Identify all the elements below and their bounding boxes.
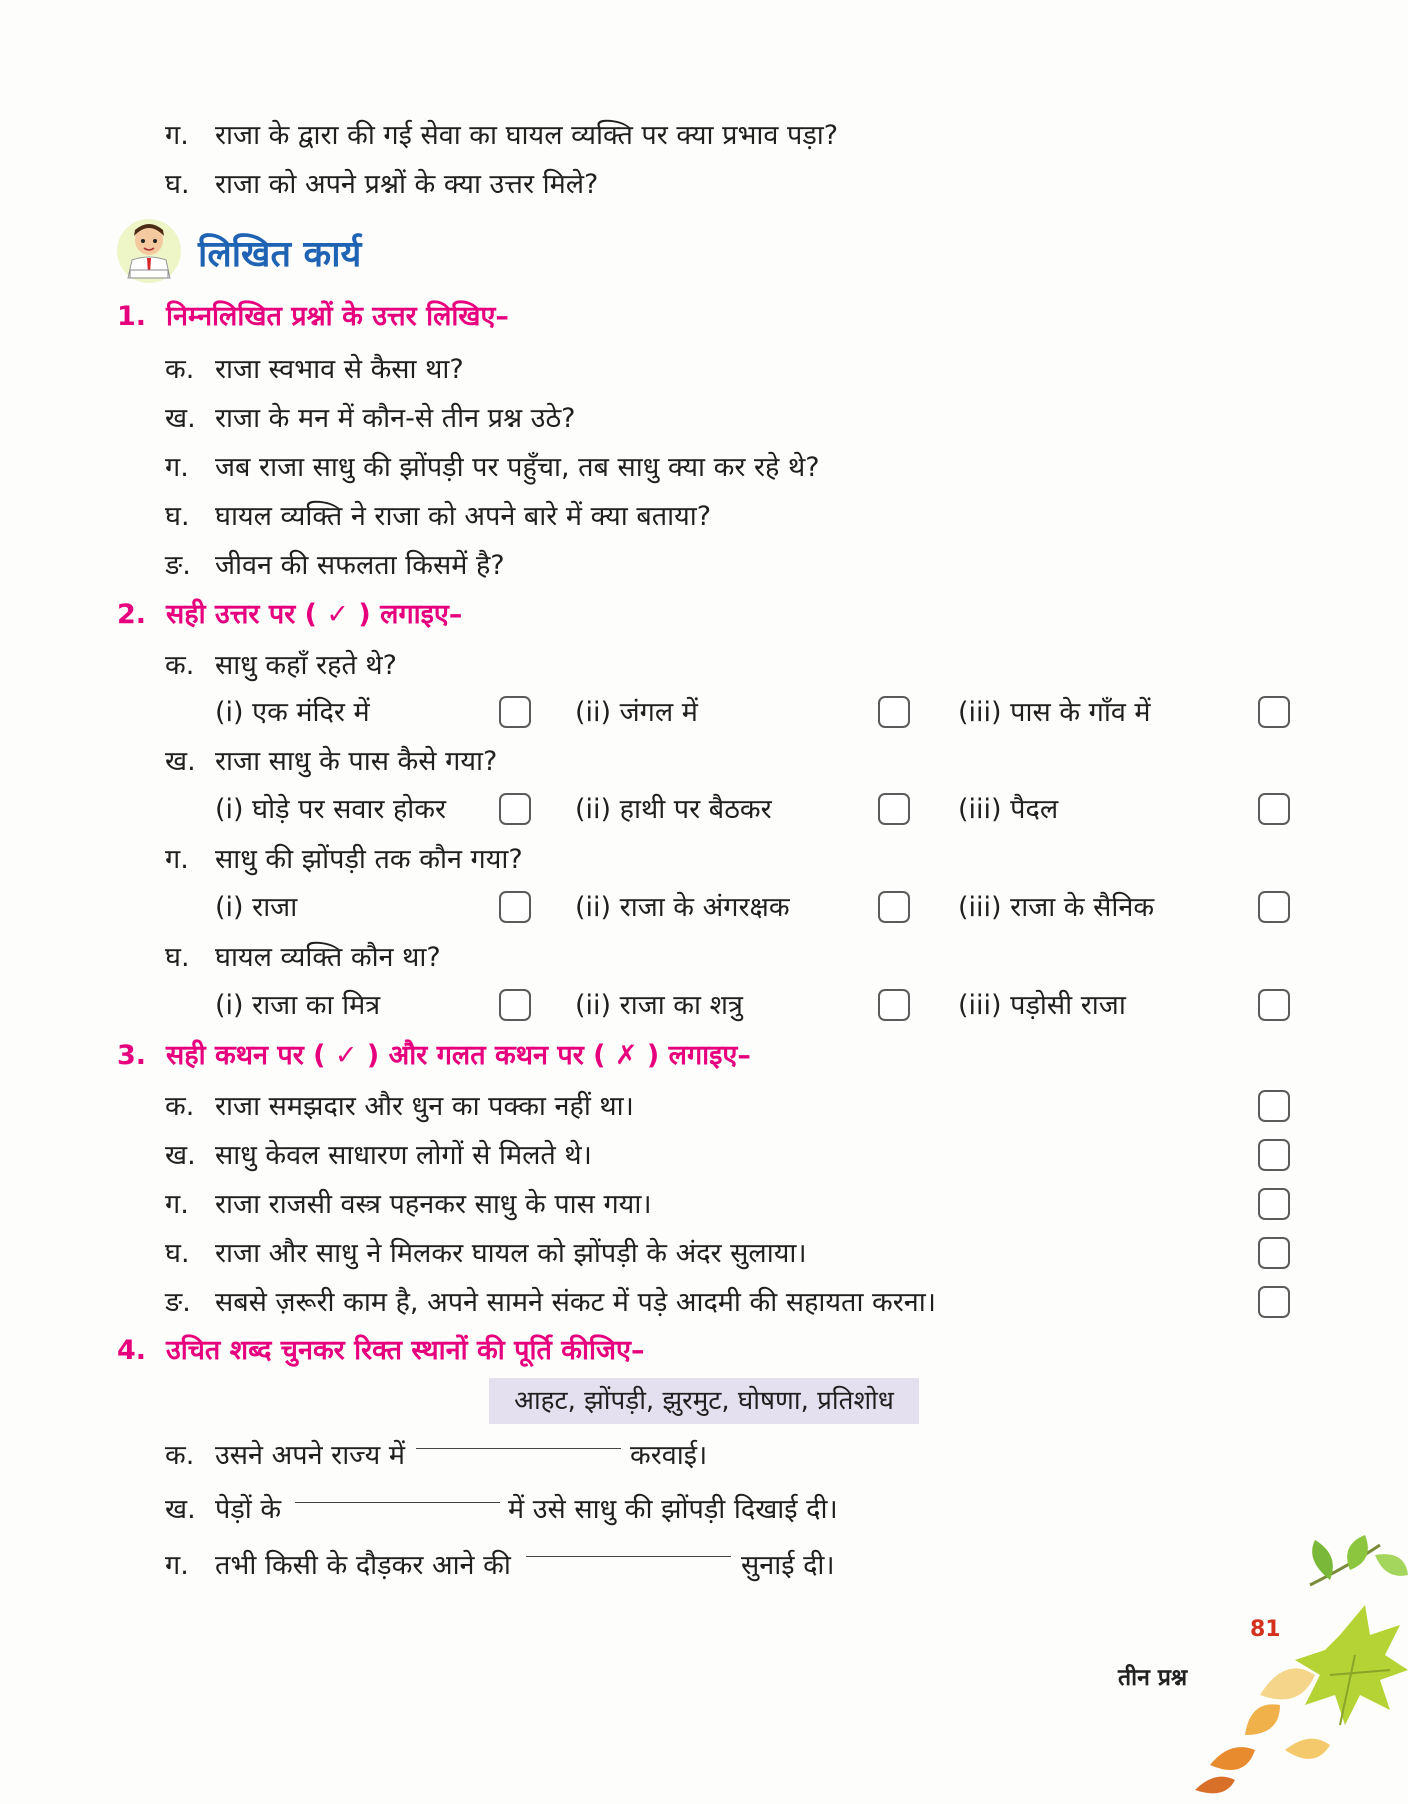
option-label: (i) एक मंदिर में [215, 697, 370, 728]
item-label: ग. [165, 452, 189, 483]
item-label: ग. [165, 120, 189, 151]
item-label: ङ. [165, 1287, 191, 1318]
item-label: क. [165, 1091, 195, 1122]
page-number: 81 [1250, 1617, 1281, 1642]
item-text: साधु की झोंपड़ी तक कौन गया? [215, 844, 523, 875]
section-title: लिखित कार्य [198, 234, 362, 275]
boy-writing-icon [116, 218, 182, 284]
item-label: क. [165, 354, 195, 385]
option-label: (i) राजा का मित्र [215, 990, 381, 1021]
option-label: (iii) पड़ोसी राजा [958, 990, 1126, 1021]
option-checkbox[interactable] [1258, 989, 1290, 1021]
option-checkbox[interactable] [878, 891, 910, 923]
item-text: राजा के मन में कौन-से तीन प्रश्न उठे? [215, 403, 576, 434]
item-text: राजा को अपने प्रश्नों के क्या उत्तर मिले? [215, 169, 599, 200]
item-text: जीवन की सफलता किसमें है? [215, 550, 505, 581]
option-checkbox[interactable] [1258, 891, 1290, 923]
option-label: (i) घोड़े पर सवार होकर [215, 794, 447, 825]
question-text: उचित शब्द चुनकर रिक्त स्थानों की पूर्ति कीजिए– [166, 1335, 645, 1366]
blank-text-before: तभी किसी के दौड़कर आने की [215, 1550, 511, 1581]
item-label: क. [165, 1440, 195, 1471]
item-label: क. [165, 650, 195, 681]
item-text: राजा राजसी वस्त्र पहनकर साधु के पास गया। [215, 1189, 652, 1220]
question-text: सही कथन पर ( ✓ ) और गलत कथन पर ( ✗ ) लगाइए– [166, 1040, 751, 1071]
option-checkbox[interactable] [878, 696, 910, 728]
item-text: राजा साधु के पास कैसे गया? [215, 746, 498, 777]
question-text: सही उत्तर पर ( ✓ ) लगाइए– [166, 599, 463, 630]
blank-text-after: सुनाई दी। [741, 1550, 835, 1581]
blank-text-before: उसने अपने राज्य में [215, 1440, 406, 1471]
item-label: ङ. [165, 550, 191, 581]
item-text: सबसे ज़रूरी काम है, अपने सामने संकट में पड़े आदमी की सहायता करना। [215, 1287, 937, 1318]
chapter-title: तीन प्रश्न [1118, 1665, 1188, 1691]
option-label: (ii) राजा का शत्रु [575, 990, 743, 1021]
item-label: ख. [165, 403, 196, 434]
question-number: 2. [117, 599, 147, 630]
option-label: (iii) राजा के सैनिक [958, 892, 1155, 923]
question-number: 4. [117, 1335, 147, 1366]
item-label: घ. [165, 169, 190, 200]
option-checkbox[interactable] [499, 696, 531, 728]
item-text: राजा और साधु ने मिलकर घायल को झोंपड़ी के अंदर सुलाया। [215, 1238, 807, 1269]
item-label: घ. [165, 942, 190, 973]
item-label: ख. [165, 1494, 196, 1525]
item-text: राजा के द्वारा की गई सेवा का घायल व्यक्ति पर क्या प्रभाव पड़ा? [215, 120, 839, 151]
option-checkbox[interactable] [1258, 696, 1290, 728]
option-label: (ii) राजा के अंगरक्षक [575, 892, 790, 923]
blank-line[interactable] [416, 1448, 621, 1449]
item-label: ख. [165, 1140, 196, 1171]
leaves-decoration-icon [1190, 1535, 1408, 1800]
item-text: घायल व्यक्ति ने राजा को अपने बारे में क्या बताया? [215, 501, 712, 532]
item-label: ग. [165, 1550, 189, 1581]
blank-text-after: में उसे साधु की झोंपड़ी दिखाई दी। [508, 1494, 838, 1525]
true-false-checkbox[interactable] [1258, 1090, 1290, 1122]
item-text: साधु कहाँ रहते थे? [215, 650, 398, 681]
item-text: जब राजा साधु की झोंपड़ी पर पहुँचा, तब साधु क्या कर रहे थे? [215, 452, 820, 483]
word-bank: आहट, झोंपड़ी, झुरमुट, घोषणा, प्रतिशोध [489, 1378, 919, 1424]
item-text: घायल व्यक्ति कौन था? [215, 942, 441, 973]
question-number: 1. [117, 301, 147, 332]
option-checkbox[interactable] [1258, 793, 1290, 825]
question-number: 3. [117, 1040, 147, 1071]
option-label: (ii) जंगल में [575, 697, 698, 728]
option-label: (iii) पैदल [958, 794, 1059, 825]
true-false-checkbox[interactable] [1258, 1286, 1290, 1318]
option-label: (ii) हाथी पर बैठकर [575, 794, 772, 825]
item-label: ग. [165, 1189, 189, 1220]
option-label: (iii) पास के गाँव में [958, 697, 1151, 728]
item-label: ग. [165, 844, 189, 875]
item-label: घ. [165, 501, 190, 532]
option-checkbox[interactable] [499, 989, 531, 1021]
question-text: निम्नलिखित प्रश्नों के उत्तर लिखिए– [166, 301, 509, 332]
blank-text-after: करवाई। [630, 1440, 708, 1471]
true-false-checkbox[interactable] [1258, 1237, 1290, 1269]
true-false-checkbox[interactable] [1258, 1139, 1290, 1171]
blank-text-before: पेड़ों के [215, 1494, 282, 1525]
item-label: ख. [165, 746, 196, 777]
item-text: साधु केवल साधारण लोगों से मिलते थे। [215, 1140, 592, 1171]
item-label: घ. [165, 1238, 190, 1269]
blank-line[interactable] [526, 1556, 731, 1557]
item-text: राजा समझदार और धुन का पक्का नहीं था। [215, 1091, 634, 1122]
true-false-checkbox[interactable] [1258, 1188, 1290, 1220]
blank-line[interactable] [295, 1502, 500, 1503]
option-checkbox[interactable] [878, 793, 910, 825]
option-checkbox[interactable] [499, 891, 531, 923]
item-text: राजा स्वभाव से कैसा था? [215, 354, 464, 385]
option-checkbox[interactable] [499, 793, 531, 825]
option-checkbox[interactable] [878, 989, 910, 1021]
option-label: (i) राजा [215, 892, 298, 923]
